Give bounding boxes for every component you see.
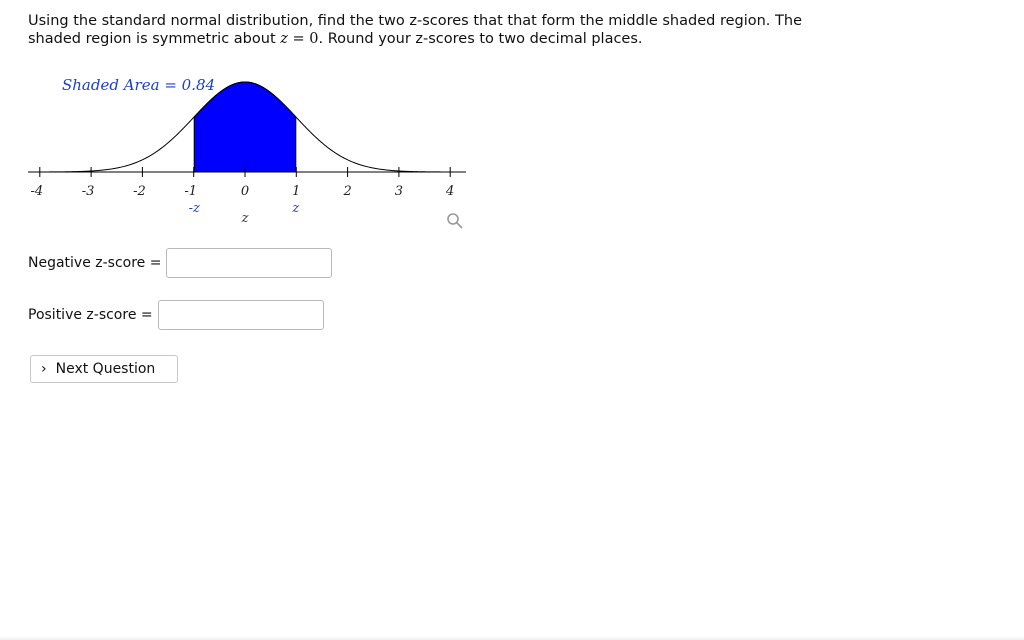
zoom-icon[interactable] (448, 214, 462, 228)
axis-tick-label: 1 (292, 184, 301, 199)
axis-tick-label: 3 (394, 184, 404, 199)
normal-distribution-graph (0, 0, 500, 240)
question-math-equation: = 0 (287, 31, 319, 47)
axis-z-label: z (241, 211, 249, 226)
positive-zscore-label: Positive z-score = (28, 307, 153, 323)
negative-zscore-label: Negative z-score = (28, 255, 162, 271)
axis-tick-label: 0 (240, 184, 250, 199)
question-part1: Using the standard normal distribution, find the two z-scores that that form the middle shaded region. The shaded region is symmetric about (28, 13, 802, 47)
axis-tick-label: -3 (81, 184, 95, 199)
chevron-right-icon: › (41, 361, 47, 377)
next-question-button[interactable] (30, 355, 178, 383)
axis-tick-label: -1 (184, 184, 198, 199)
neg-z-marker-label: -z (188, 201, 200, 216)
axis-tick-label: 2 (343, 184, 352, 199)
axis-tick-label: -2 (133, 184, 146, 199)
pos-z-marker-label: z (292, 201, 300, 216)
shaded-region (194, 82, 296, 172)
next-question-label: Next Question (55, 361, 156, 377)
axis-tick-label: -4 (30, 184, 44, 199)
question-part2: . Round your z-scores to two decimal places. (318, 31, 643, 47)
positive-zscore-row (28, 300, 324, 330)
negative-zscore-row (28, 248, 332, 278)
axis-tick-labels (30, 184, 454, 199)
axis-tick-label: 4 (446, 184, 455, 199)
page-bottom-bar (0, 636, 1024, 640)
positive-zscore-input[interactable] (158, 300, 324, 330)
question-math-variable: z (280, 31, 288, 47)
negative-zscore-input[interactable] (166, 248, 332, 278)
shaded-area-label: Shaded Area = 0.84 (62, 76, 216, 94)
